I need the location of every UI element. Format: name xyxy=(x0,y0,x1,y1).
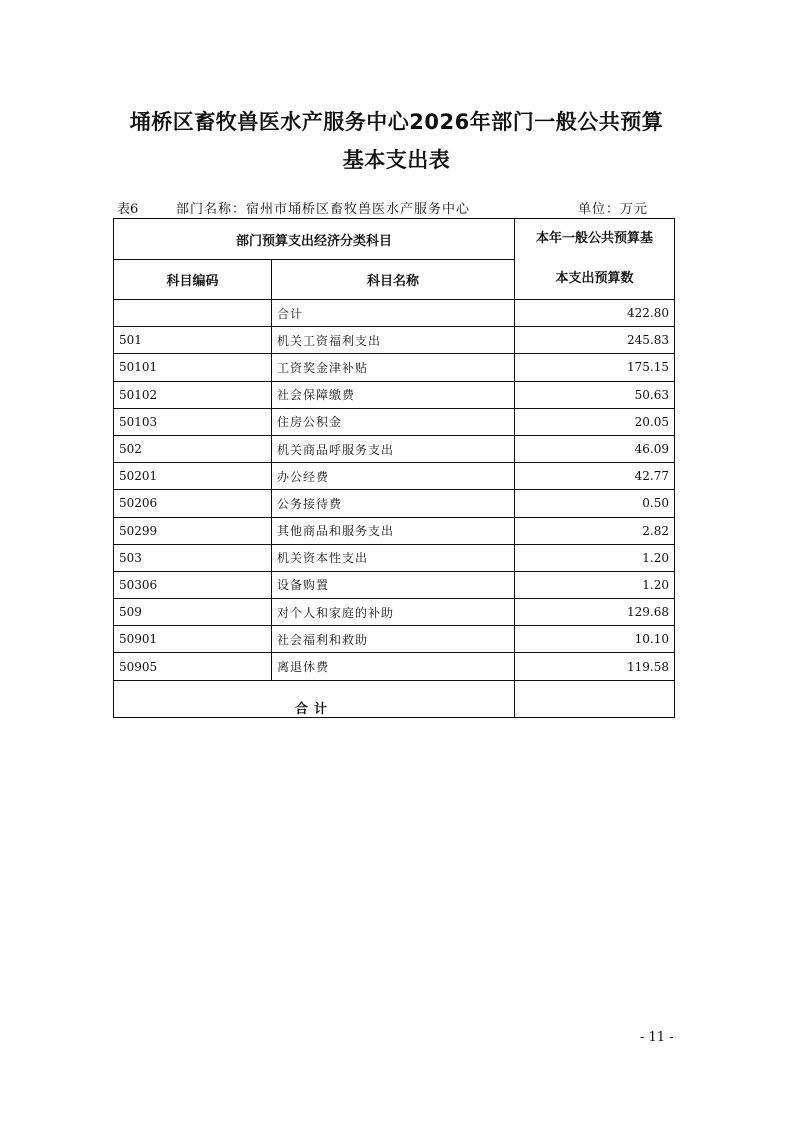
unit-label: 单位：万元 xyxy=(578,202,649,217)
row-code: 50201 xyxy=(114,463,272,490)
table-row xyxy=(114,435,675,462)
total-row xyxy=(114,680,675,717)
row-name: 办公经费 xyxy=(272,463,515,490)
row-code: 50101 xyxy=(114,354,272,381)
row-amount: 42.77 xyxy=(515,463,675,490)
header-code: 科目编码 xyxy=(114,260,272,300)
row-name: 机关工资福利支出 xyxy=(272,327,515,354)
table-row xyxy=(114,626,675,653)
header-row-group xyxy=(114,219,675,260)
row-code: 503 xyxy=(114,544,272,571)
total-label: 合计 xyxy=(114,680,515,717)
row-amount: 20.05 xyxy=(515,408,675,435)
row-name: 合计 xyxy=(272,300,515,327)
row-code: 50102 xyxy=(114,381,272,408)
row-code: 50905 xyxy=(114,653,272,680)
table-row xyxy=(114,327,675,354)
header-budget-line1: 本年一般公共预算基 xyxy=(536,231,654,246)
table-row xyxy=(114,544,675,571)
total-amount xyxy=(515,680,675,717)
document-title: 埇桥区畜牧兽医水产服务中心2026年部门一般公共预算 xyxy=(129,110,664,134)
budget-table xyxy=(113,218,675,718)
row-code: 50306 xyxy=(114,571,272,598)
row-amount: 1.20 xyxy=(515,544,675,571)
table-row xyxy=(114,490,675,517)
table-row xyxy=(114,463,675,490)
row-code: 50901 xyxy=(114,626,272,653)
table-row xyxy=(114,599,675,626)
row-amount: 119.58 xyxy=(515,653,675,680)
row-name: 住房公积金 xyxy=(272,408,515,435)
row-amount: 46.09 xyxy=(515,435,675,462)
row-name: 工资奖金津补贴 xyxy=(272,354,515,381)
row-name: 社会保障缴费 xyxy=(272,381,515,408)
row-code: 50103 xyxy=(114,408,272,435)
row-name: 离退休费 xyxy=(272,653,515,680)
row-name: 机关资本性支出 xyxy=(272,544,515,571)
row-amount: 129.68 xyxy=(515,599,675,626)
department-name: 部门名称：宿州市埇桥区畜牧兽医水产服务中心 xyxy=(176,202,471,217)
table-number: 表6 xyxy=(117,202,139,217)
header-name: 科目名称 xyxy=(272,260,515,300)
table-row xyxy=(114,300,675,327)
header-budget-amount xyxy=(515,219,675,300)
row-amount: 10.10 xyxy=(515,626,675,653)
row-code: 501 xyxy=(114,327,272,354)
row-code: 50206 xyxy=(114,490,272,517)
row-amount: 422.80 xyxy=(515,300,675,327)
table-row xyxy=(114,354,675,381)
table-row xyxy=(114,381,675,408)
row-code: 502 xyxy=(114,435,272,462)
row-amount: 2.82 xyxy=(515,517,675,544)
header-budget-line2: 本支出预算数 xyxy=(555,271,634,286)
row-name: 设备购置 xyxy=(272,571,515,598)
table-row xyxy=(114,517,675,544)
page-number: - 11 - xyxy=(640,1030,674,1045)
row-amount: 50.63 xyxy=(515,381,675,408)
table-row xyxy=(114,408,675,435)
row-amount: 245.83 xyxy=(515,327,675,354)
row-name: 对个人和家庭的补助 xyxy=(272,599,515,626)
row-name: 其他商品和服务支出 xyxy=(272,517,515,544)
row-amount: 175.15 xyxy=(515,354,675,381)
row-code: 50299 xyxy=(114,517,272,544)
table-row xyxy=(114,653,675,680)
row-name: 社会福利和救助 xyxy=(272,626,515,653)
table-body xyxy=(114,300,675,681)
document-subtitle: 基本支出表 xyxy=(342,148,451,172)
header-classification: 部门预算支出经济分类科目 xyxy=(114,219,515,260)
row-code: 509 xyxy=(114,599,272,626)
row-code xyxy=(114,300,272,327)
table-row xyxy=(114,571,675,598)
row-name: 公务接待费 xyxy=(272,490,515,517)
row-name: 机关商品呼服务支出 xyxy=(272,435,515,462)
row-amount: 1.20 xyxy=(515,571,675,598)
row-amount: 0.50 xyxy=(515,490,675,517)
